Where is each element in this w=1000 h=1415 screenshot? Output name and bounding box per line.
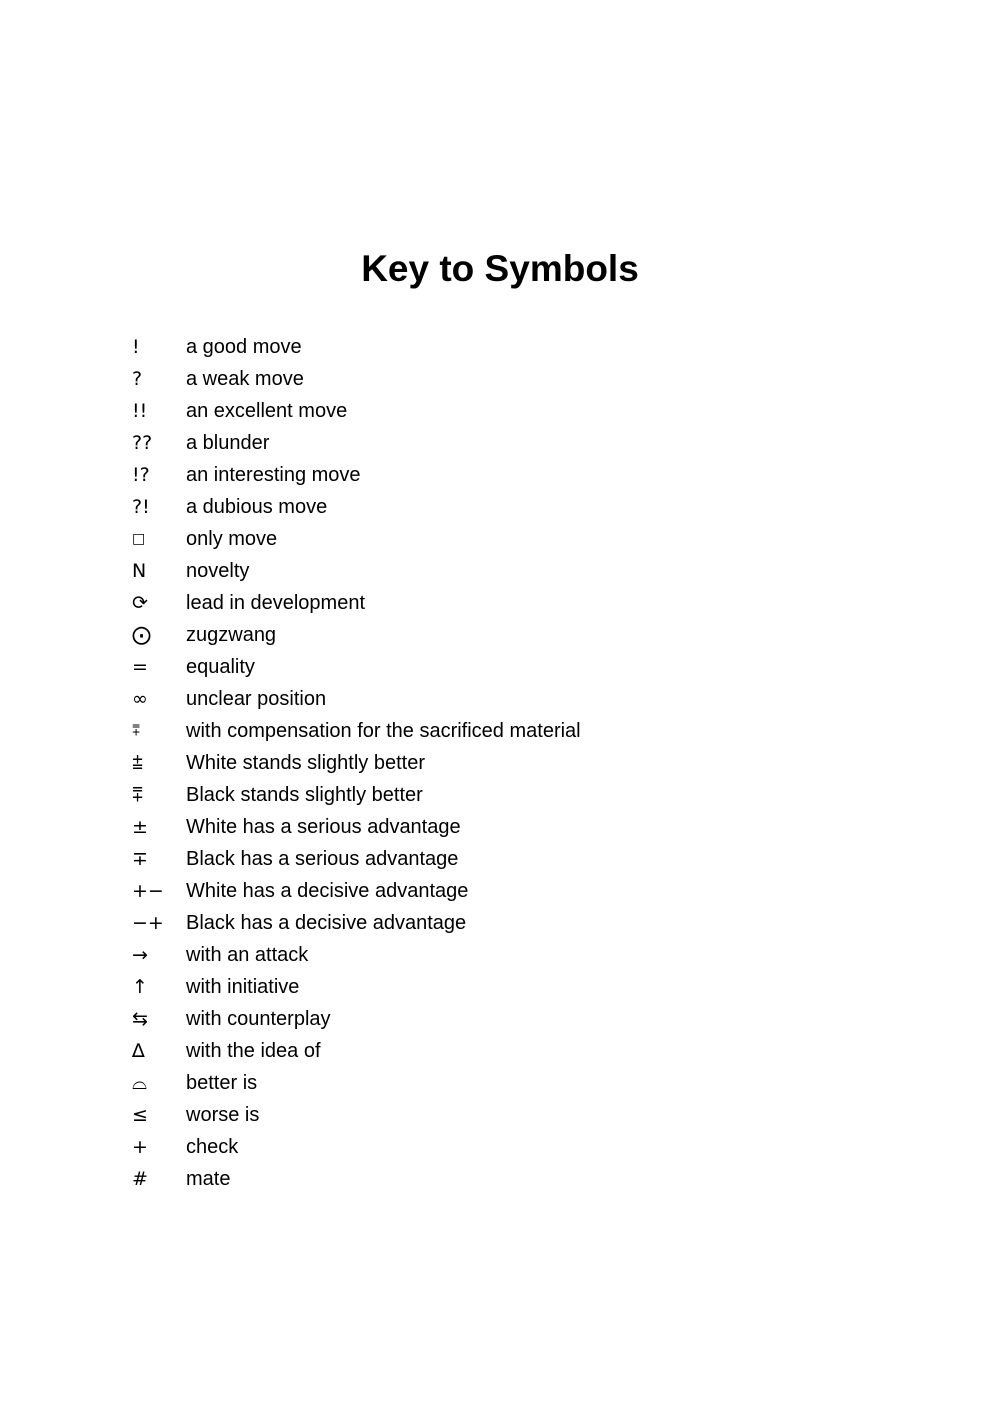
key-row-only-move bbox=[132, 523, 892, 555]
meaning-better-is: better is bbox=[186, 1072, 258, 1094]
meaning-compensation: with compensation for the sacrificed material bbox=[186, 720, 581, 742]
key-row-mate bbox=[132, 1163, 892, 1195]
key-row-novelty bbox=[132, 555, 892, 587]
symbol-black-slightly-better: ⩱ bbox=[132, 784, 144, 806]
symbol-weak-move: ? bbox=[132, 368, 143, 390]
symbol-black-decisive-advantage: −+ bbox=[132, 912, 164, 934]
key-row-equality bbox=[132, 651, 892, 683]
meaning-white-slightly-better: White stands slightly better bbox=[186, 752, 425, 774]
symbol-interesting-move: !? bbox=[132, 464, 150, 486]
key-row-check bbox=[132, 1131, 892, 1163]
key-row-excellent-move bbox=[132, 395, 892, 427]
meaning-lead-in-development: lead in development bbox=[186, 592, 366, 614]
meaning-novelty: novelty bbox=[186, 560, 250, 582]
symbol-mate: # bbox=[132, 1168, 148, 1190]
symbol-compensation: ⩱ bbox=[132, 723, 141, 739]
meaning-with-counterplay: with counterplay bbox=[186, 1008, 331, 1030]
key-row-black-decisive-advantage bbox=[132, 907, 892, 939]
meaning-blunder: a blunder bbox=[186, 432, 270, 454]
symbol-check: + bbox=[132, 1136, 148, 1158]
symbol-novelty: N bbox=[132, 560, 147, 582]
key-row-with-idea-of bbox=[132, 1035, 892, 1067]
key-row-worse-is bbox=[132, 1099, 892, 1131]
symbol-blunder: ?? bbox=[132, 432, 153, 454]
symbol-only-move: □ bbox=[132, 531, 146, 547]
symbol-with-counterplay: ⇆ bbox=[132, 1008, 148, 1030]
symbol-white-slightly-better: ⩲ bbox=[132, 752, 144, 774]
key-row-interesting-move bbox=[132, 459, 892, 491]
meaning-with-attack: with an attack bbox=[186, 944, 309, 966]
key-row-with-counterplay bbox=[132, 1003, 892, 1035]
key-row-white-slightly-better bbox=[132, 747, 892, 779]
meaning-mate: mate bbox=[186, 1168, 231, 1190]
meaning-equality: equality bbox=[186, 656, 255, 678]
symbol-zugzwang: ⨀ bbox=[132, 624, 151, 646]
symbol-worse-is: ≤ bbox=[132, 1104, 148, 1126]
meaning-dubious-move: a dubious move bbox=[186, 496, 328, 518]
symbol-with-attack: → bbox=[132, 944, 148, 966]
meaning-unclear-position: unclear position bbox=[186, 688, 327, 710]
key-row-good-move bbox=[132, 331, 892, 363]
meaning-white-decisive-advantage: White has a decisive advantage bbox=[186, 880, 469, 902]
symbol-good-move: ! bbox=[132, 336, 140, 358]
key-row-with-initiative bbox=[132, 971, 892, 1003]
key-row-with-attack bbox=[132, 939, 892, 971]
symbol-equality: = bbox=[132, 656, 148, 678]
symbol-excellent-move: !! bbox=[132, 400, 148, 422]
meaning-good-move: a good move bbox=[186, 336, 302, 358]
meaning-check: check bbox=[186, 1136, 239, 1158]
symbol-with-initiative: ↑ bbox=[132, 976, 148, 998]
symbol-white-decisive-advantage: +− bbox=[132, 880, 164, 902]
key-row-black-serious-advantage bbox=[132, 843, 892, 875]
symbol-better-is: ⌓ bbox=[132, 1072, 148, 1094]
key-row-unclear-position bbox=[132, 683, 892, 715]
key-row-zugzwang bbox=[132, 619, 892, 651]
meaning-zugzwang: zugzwang bbox=[186, 624, 277, 646]
key-row-white-serious-advantage bbox=[132, 811, 892, 843]
meaning-worse-is: worse is bbox=[186, 1104, 260, 1126]
meaning-black-decisive-advantage: Black has a decisive advantage bbox=[186, 912, 467, 934]
page-title: Key to Symbols bbox=[361, 248, 639, 289]
symbol-black-serious-advantage: ∓ bbox=[132, 848, 148, 870]
meaning-with-initiative: with initiative bbox=[186, 976, 300, 998]
symbol-with-idea-of: ∆ bbox=[132, 1040, 145, 1062]
key-row-compensation bbox=[132, 715, 892, 747]
key-row-blunder bbox=[132, 427, 892, 459]
meaning-black-serious-advantage: Black has a serious advantage bbox=[186, 848, 459, 870]
key-row-black-slightly-better bbox=[132, 779, 892, 811]
key-row-lead-in-development bbox=[132, 587, 892, 619]
symbol-dubious-move: ?! bbox=[132, 496, 150, 518]
key-row-weak-move bbox=[132, 363, 892, 395]
symbol-unclear-position: ∞ bbox=[132, 688, 148, 710]
symbol-key-list bbox=[132, 331, 892, 1195]
meaning-weak-move: a weak move bbox=[186, 368, 304, 390]
meaning-black-slightly-better: Black stands slightly better bbox=[186, 784, 423, 806]
symbol-white-serious-advantage: ± bbox=[132, 816, 148, 838]
key-row-better-is bbox=[132, 1067, 892, 1099]
key-row-white-decisive-advantage bbox=[132, 875, 892, 907]
meaning-white-serious-advantage: White has a serious advantage bbox=[186, 816, 461, 838]
meaning-excellent-move: an excellent move bbox=[186, 400, 348, 422]
key-row-dubious-move bbox=[132, 491, 892, 523]
symbol-lead-in-development: ⟳ bbox=[132, 592, 148, 614]
meaning-interesting-move: an interesting move bbox=[186, 464, 361, 486]
meaning-only-move: only move bbox=[186, 528, 278, 550]
meaning-with-idea-of: with the idea of bbox=[186, 1040, 321, 1062]
